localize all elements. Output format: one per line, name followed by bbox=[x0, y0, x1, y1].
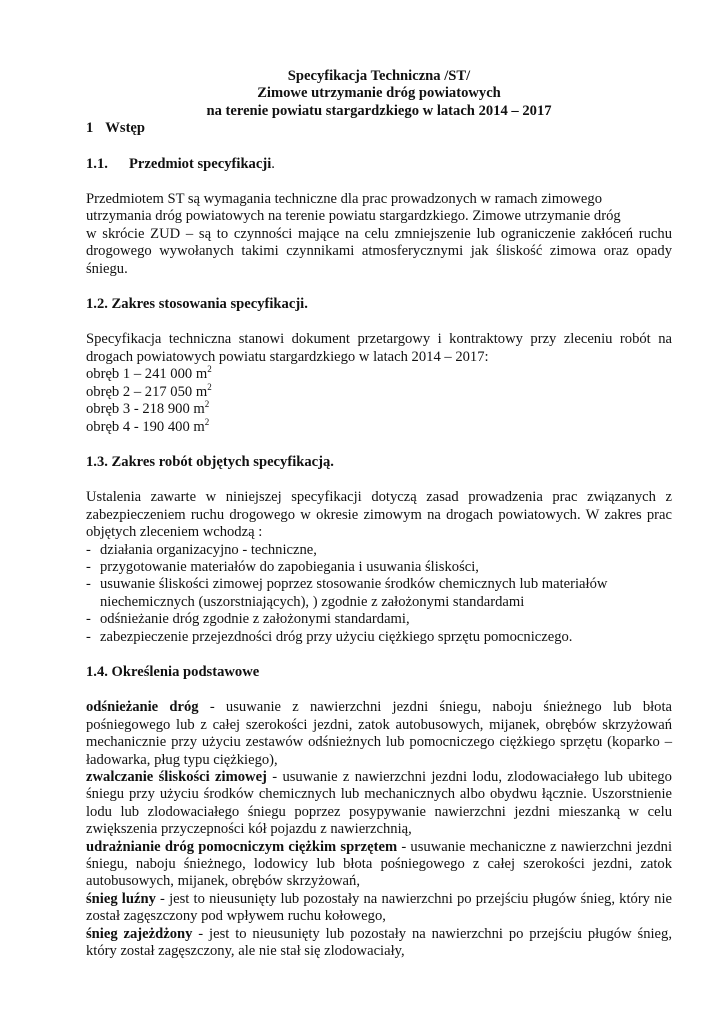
title-line-2: Zimowe utrzymanie dróg powiatowych bbox=[257, 85, 501, 102]
section-1-1-number: 1.1. bbox=[86, 155, 108, 172]
definition-term: odśnieżanie dróg bbox=[86, 699, 199, 716]
list-item: - zabezpieczenie przejezdności dróg przy użyciu ciężkiego sprzętu pomocniczego. bbox=[86, 628, 573, 645]
section-1-heading bbox=[86, 120, 672, 137]
document-page bbox=[86, 68, 672, 960]
section-1-1-dot: . bbox=[271, 155, 275, 172]
section-1-1-para-line-2: utrzymania dróg powiatowych na terenie powiatu stargardzkiego. Zimowe utrzymanie dróg bbox=[86, 208, 621, 225]
definitions-list bbox=[86, 699, 672, 960]
definition-item: zwalczanie śliskości zimowej - usuwanie z nawierzchni jezdni lodu, zlodowaciałego lub ubitego śniegu przy użyciu środków chemicznych lub mechanicznych albo obydwu łącznie. Uszorstnienie lodu lub zlodowaciałego śniegu poprzez posypywanie nawierzchni jezdni mieszanką w celu zwiększenia przyczepności kół pojazdu z nawierzchnią, bbox=[86, 769, 672, 838]
list-item: - odśnieżanie dróg zgodnie z założonymi standardami, bbox=[86, 611, 410, 628]
section-1-1-para-line-3: w skrócie ZUD – są to czynności mające na celu zmniejszenie lub ograniczenie zakłóceń ruchu drogowego wywołanych takimi czynnikami atmosferycznymi jak śliskość zimowa oraz opady śniegu. bbox=[86, 225, 672, 277]
section-1-2-para: Specyfikacja techniczna stanowi dokument przetargowy i kontraktowy przy zleceniu robót na drogach powiatowych powiatu stargardzkiego w latach 2014 – 2017: bbox=[86, 331, 672, 365]
section-1-1-heading bbox=[86, 156, 672, 173]
section-1-1-para-line-1: Przedmiotem ST są wymagania techniczne dla prac prowadzonych w ramach zimowego bbox=[86, 191, 602, 208]
section-1-number: 1 bbox=[86, 120, 94, 137]
definition-term: śnieg zajeżdżony bbox=[86, 925, 193, 942]
definition-item: śnieg luźny - jest to nieusunięty lub pozostały na nawierzchni po przejściu pługów śnieg, który nie został zagęszczony pod wpływem ruchu kołowego, bbox=[86, 890, 672, 925]
definition-term: śnieg luźny bbox=[86, 890, 156, 907]
document-title bbox=[86, 68, 672, 120]
section-1-2-heading: 1.2. Zakres stosowania specyfikacji. bbox=[86, 296, 308, 313]
definition-term: zwalczanie śliskości zimowej bbox=[86, 769, 267, 785]
definition-term: udrażnianie dróg pomocniczym ciężkim sprzętem bbox=[86, 838, 398, 855]
section-1-3-para: Ustalenia zawarte w niniejszej specyfikacji dotyczą zasad prowadzenia prac związanych z zabezpieczeniem ruchu drogowego w okresie zimowym na drogach powiatowych. W zakres prac objętych zleceniem wchodzą : bbox=[86, 489, 672, 541]
section-1-3-heading: 1.3. Zakres robót objętych specyfikacją. bbox=[86, 453, 334, 470]
section-1-label: Wstęp bbox=[105, 120, 146, 137]
section-1-4-heading: 1.4. Określenia podstawowe bbox=[86, 663, 260, 680]
area-item: obręb 4 - 190 400 $m^2$ bbox=[86, 416, 210, 435]
scope-list bbox=[86, 542, 672, 646]
area-item: obręb 2 – 217 050 $m^2$ bbox=[86, 381, 212, 400]
list-item-continuation: niechemicznych (uszorstniających), ) zgodnie z założonymi standardami bbox=[100, 593, 525, 610]
list-item: - usuwanie śliskości zimowej poprzez stosowanie środków chemicznych lub materiałów bbox=[86, 576, 608, 593]
definition-item: śnieg zajeżdżony - jest to nieusunięty lub pozostały na nawierzchni po przejściu pługów śnieg, który został zagęszczony, ale nie stał się zlodowaciały, bbox=[86, 925, 672, 960]
list-item: - przygotowanie materiałów do zapobiegania i usuwania śliskości, bbox=[86, 558, 479, 575]
definition-item: udrażnianie dróg pomocniczym ciężkim sprzętem - usuwanie mechaniczne z nawierzchni jezdni śniegu, naboju śnieżnego, lodowicy lub błota pośniegowego z całej szerokości jezdni, zatok autobusowych, mijanek, obrębów skrzyżowań, bbox=[86, 838, 673, 890]
area-item: obręb 3 - 218 900 $m^2$ bbox=[86, 399, 210, 418]
title-line-3: na terenie powiatu stargardzkiego w latach 2014 – 2017 bbox=[206, 102, 552, 119]
definition-item: odśnieżanie dróg - usuwanie z nawierzchni jezdni śniegu, naboju śnieżnego lub błota pośniegowego lub z całej szerokości jezdni, zatok autobusowych, mijanek, obrębów skrzyżowań mechanicznie przy użyciu zestawów odśnieżnych lub pomocniczego ciężkiego sprzętu (koparko – ładowarka, pług typu ciężkiego), bbox=[86, 699, 673, 768]
area-item: obręb 1 – 241 000 $m^2$ bbox=[86, 364, 212, 383]
area-list bbox=[86, 366, 672, 436]
title-line-1: Specyfikacja Techniczna /ST/ bbox=[287, 68, 471, 84]
section-1-1-label: Przedmiot specyfikacji bbox=[129, 155, 272, 172]
list-item: - działania organizacyjno - techniczne, bbox=[86, 541, 317, 558]
